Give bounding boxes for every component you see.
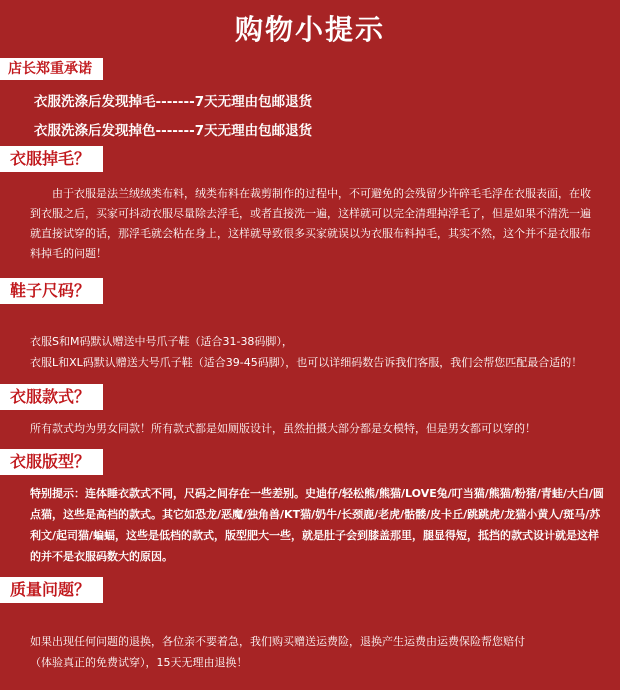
quality-label: 质量问题？: [0, 577, 103, 603]
promise-label: 店长郑重承诺: [0, 58, 103, 80]
fit-label: 衣服版型？: [0, 449, 103, 475]
page-title: 购物小提示: [234, 13, 385, 46]
shedding-label: 衣服掉毛？: [0, 146, 103, 172]
shoes-label: 鞋子尺码？: [0, 278, 103, 304]
fit-text: 特别提示：连体睡衣款式不同，尺码之间存在一些差别。史迪仔/轻松熊/熊猫/LOVE兔/叮当猫/熊猫/粉猪/青蛙/大白/圆点猫，这些是高档的款式。其它如恐龙/恶魔/独角兽/KT猫/奶牛/长颈鹿/老虎/骷髅/皮卡丘/跳跳虎/龙猫小黄人/斑马/苏利文/起司猫/蝙蝠，这些是低档的款式，版型肥大一些，就是肚子会到膝盖那里，腿显得短，抵挡的款式设计就是这样的并不是衣服码数大的原因。: [30, 487, 604, 563]
quality-line-2: （体验真正的免费试穿），15天无理由退换！: [30, 656, 248, 669]
promise-line-shedding: 衣服洗涤后发现掉毛-------7天无理由包邮退货: [34, 94, 313, 110]
shedding-text: 由于衣服是法兰绒绒类布料，绒类布料在裁剪制作的过程中，不可避免的会残留少许碎毛毛浮在衣服表面，在收到衣服之后，买家可抖动衣服尽量除去浮毛，或者直接洗一遍，这样就可以完全清理掉浮毛了，但是如果不清洗一遍就直接试穿的话，那浮毛就会粘在身上，这样就导致很多买家就误以为衣服布料掉毛，其实不然，这个并不是衣服布料掉毛的问题！: [30, 187, 591, 260]
shoes-line-small: 衣服S和M码默认赠送中号爪子鞋（适合31-38码脚），: [30, 335, 293, 348]
style-text: 所有款式均为男女同款！所有款式都是如厕版设计，虽然拍摄大部分都是女模特，但是男女都可以穿的！: [30, 422, 536, 435]
quality-line-1: 如果出现任何问题的退换，各位亲不要着急，我们购买赠送运费险，退换产生运费由运费保险帮您赔付: [30, 635, 525, 648]
style-label: 衣服款式？: [0, 384, 103, 410]
shoes-line-large: 衣服L和XL码默认赠送大号爪子鞋（适合39-45码脚），也可以详细码数告诉我们客服，我们会帮您匹配最合适的！: [30, 356, 583, 369]
promise-line-fading: 衣服洗涤后发现掉色-------7天无理由包邮退货: [34, 123, 313, 139]
